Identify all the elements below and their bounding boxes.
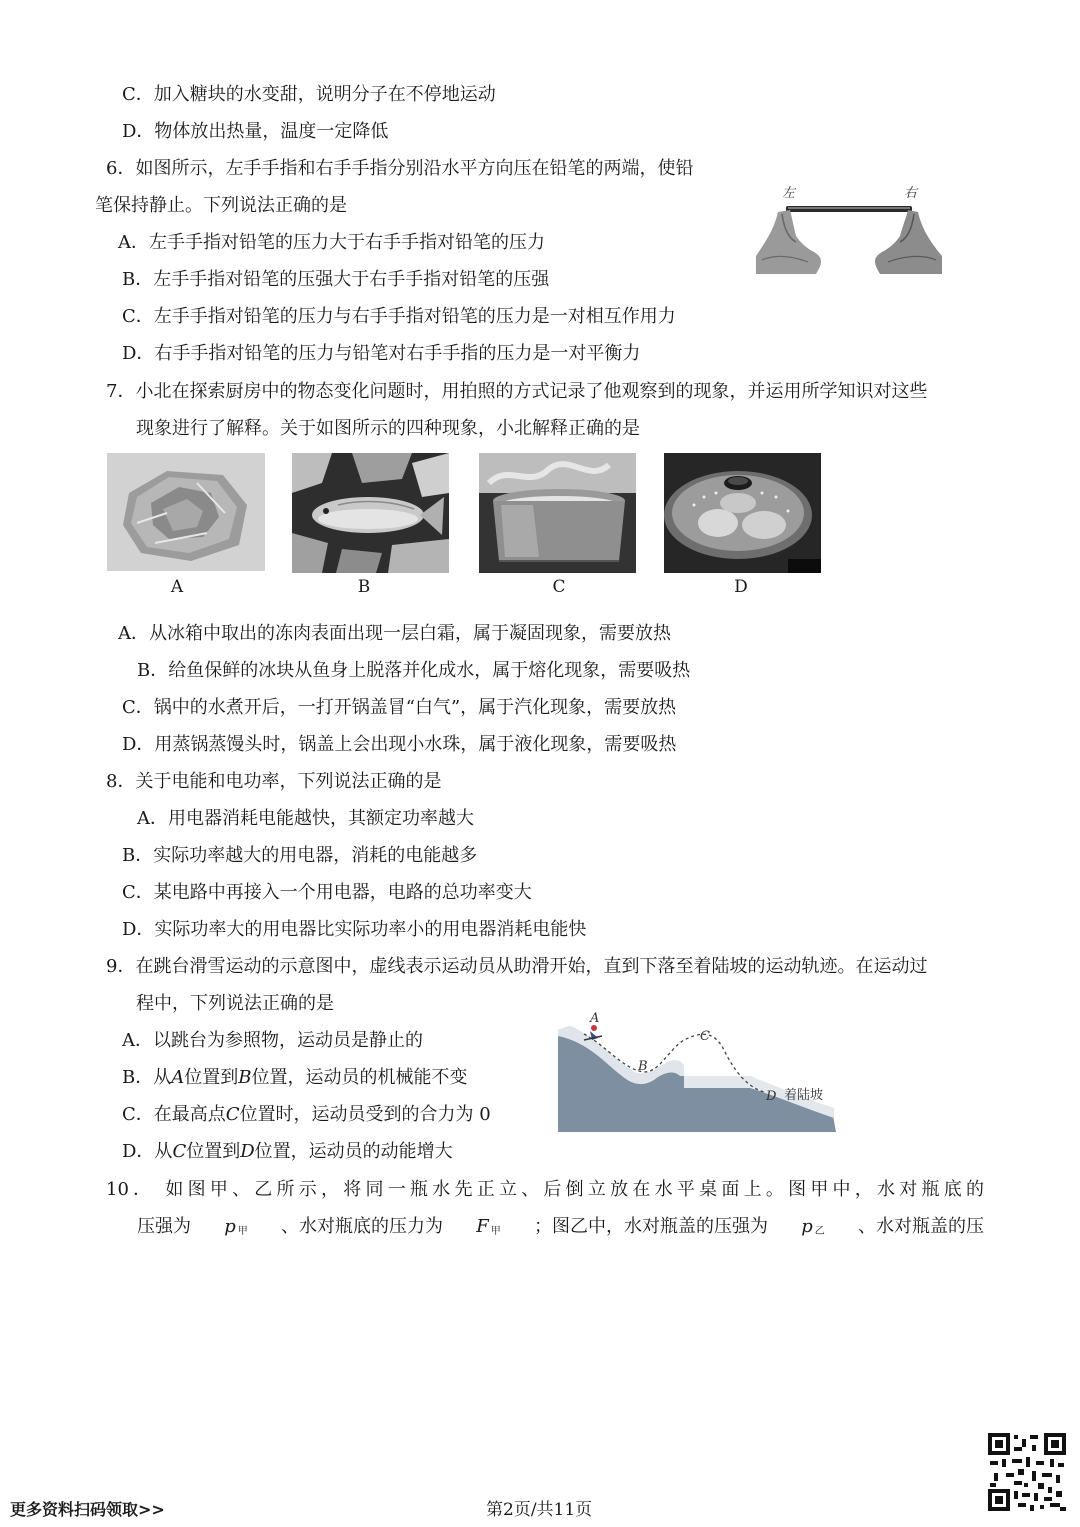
q8-option-a: A．用电器消耗电能越快，其额定功率越大 bbox=[137, 808, 474, 829]
q9-option-c: C．在最高点C位置时，运动员受到的合力为 0 bbox=[122, 1104, 491, 1125]
photo-caption-b: B bbox=[357, 577, 371, 597]
qr-code-icon[interactable] bbox=[988, 1433, 1066, 1511]
footer-promo-text: 更多资料扫码领取>> bbox=[10, 1500, 165, 1519]
photo-caption-c: C bbox=[552, 577, 566, 597]
q9-option-d: D．从C位置到D位置，运动员的动能增大 bbox=[122, 1141, 453, 1162]
frozen-meat-photo bbox=[107, 453, 265, 571]
q7-option-c: C．锅中的水煮开后，一打开锅盖冒“白气”，属于汽化现象，需要放热 bbox=[122, 697, 677, 718]
q7-stem-line2: 现象进行了解释。关于如图所示的四种现象，小北解释正确的是 bbox=[136, 418, 640, 439]
q10-stem-line2: 压强为 p $_甲$ 、水对瓶底的压力为 F $_甲$ ；图乙中，水对瓶盖的压强为 p $_乙$ 、水对瓶盖的压 bbox=[137, 1216, 984, 1237]
q8-option-b: B．实际功率越大的用电器，消耗的电能越多 bbox=[122, 845, 478, 866]
q6-option-a: A．左手手指对铅笔的压力大于右手手指对铅笔的压力 bbox=[118, 232, 545, 253]
q7-option-b: B．给鱼保鲜的冰块从鱼身上脱落并化成水，属于熔化现象，需要吸热 bbox=[137, 660, 691, 681]
photo-caption-a: A bbox=[170, 577, 184, 597]
q10-stem-line1: 10． 如图甲、乙所示，将同一瓶水先正立、后倒立放在水平桌面上。图甲中，水对瓶底的 bbox=[106, 1179, 984, 1200]
q7-option-a: A．从冰箱中取出的冻肉表面出现一层白霜，属于凝固现象，需要放热 bbox=[118, 623, 671, 644]
ski-label-a: A bbox=[590, 1011, 600, 1026]
ski-label-landing-slope: 着陆坡 bbox=[784, 1088, 824, 1103]
q7-option-d: D．用蒸锅蒸馒头时，锅盖上会出现小水珠，属于液化现象，需要吸热 bbox=[122, 734, 677, 755]
q9-stem-line1: 9．在跳台滑雪运动的示意图中，虚线表示运动员从助滑开始，直到下落至着陆坡的运动轨迹。在运动过 bbox=[106, 956, 928, 977]
q6-stem-line1: 6．如图所示，左手手指和右手手指分别沿水平方向压在铅笔的两端，使铅 bbox=[106, 158, 694, 179]
q8-stem: 8．关于电能和电功率，下列说法正确的是 bbox=[106, 771, 442, 792]
ski-label-b: B bbox=[638, 1059, 648, 1074]
pencil-label-left: 左 bbox=[782, 186, 796, 201]
pencil-fingers-photo bbox=[752, 180, 946, 274]
fish-on-ice-photo bbox=[292, 453, 449, 573]
ski-jump-diagram bbox=[554, 1010, 838, 1134]
ski-label-c: C bbox=[700, 1029, 710, 1044]
q9-stem-line2: 程中，下列说法正确的是 bbox=[136, 993, 334, 1014]
photo-caption-d: D bbox=[734, 577, 748, 597]
q9-option-a: A．以跳台为参照物，运动员是静止的 bbox=[122, 1030, 423, 1051]
q5-option-c: C．加入糖块的水变甜，说明分子在不停地运动 bbox=[122, 84, 496, 105]
q9-option-b: B．从A位置到B位置，运动员的机械能不变 bbox=[122, 1067, 468, 1088]
q6-stem-line2: 笔保持静止。下列说法正确的是 bbox=[95, 195, 347, 216]
q6-option-d: D．右手手指对铅笔的压力与铅笔对右手手指的压力是一对平衡力 bbox=[122, 343, 641, 364]
boiling-pot-photo bbox=[479, 453, 636, 573]
q8-option-d: D．实际功率大的用电器比实际功率小的用电器消耗电能快 bbox=[122, 919, 587, 940]
q6-option-c: C．左手手指对铅笔的压力与右手手指对铅笔的压力是一对相互作用力 bbox=[122, 306, 676, 327]
steamer-lid-photo bbox=[664, 453, 821, 573]
q6-option-b: B．左手手指对铅笔的压强大于右手手指对铅笔的压强 bbox=[122, 269, 550, 290]
page-number: 第2页/共11页 bbox=[486, 1500, 593, 1520]
pencil-label-right: 右 bbox=[904, 186, 918, 201]
q7-stem-line1: 7．小北在探索厨房中的物态变化问题时，用拍照的方式记录了他观察到的现象，并运用所学知识对这些 bbox=[106, 381, 928, 402]
q5-option-d: D．物体放出热量，温度一定降低 bbox=[122, 121, 389, 142]
ski-label-d: D bbox=[766, 1089, 777, 1104]
q8-option-c: C．某电路中再接入一个用电器，电路的总功率变大 bbox=[122, 882, 532, 903]
